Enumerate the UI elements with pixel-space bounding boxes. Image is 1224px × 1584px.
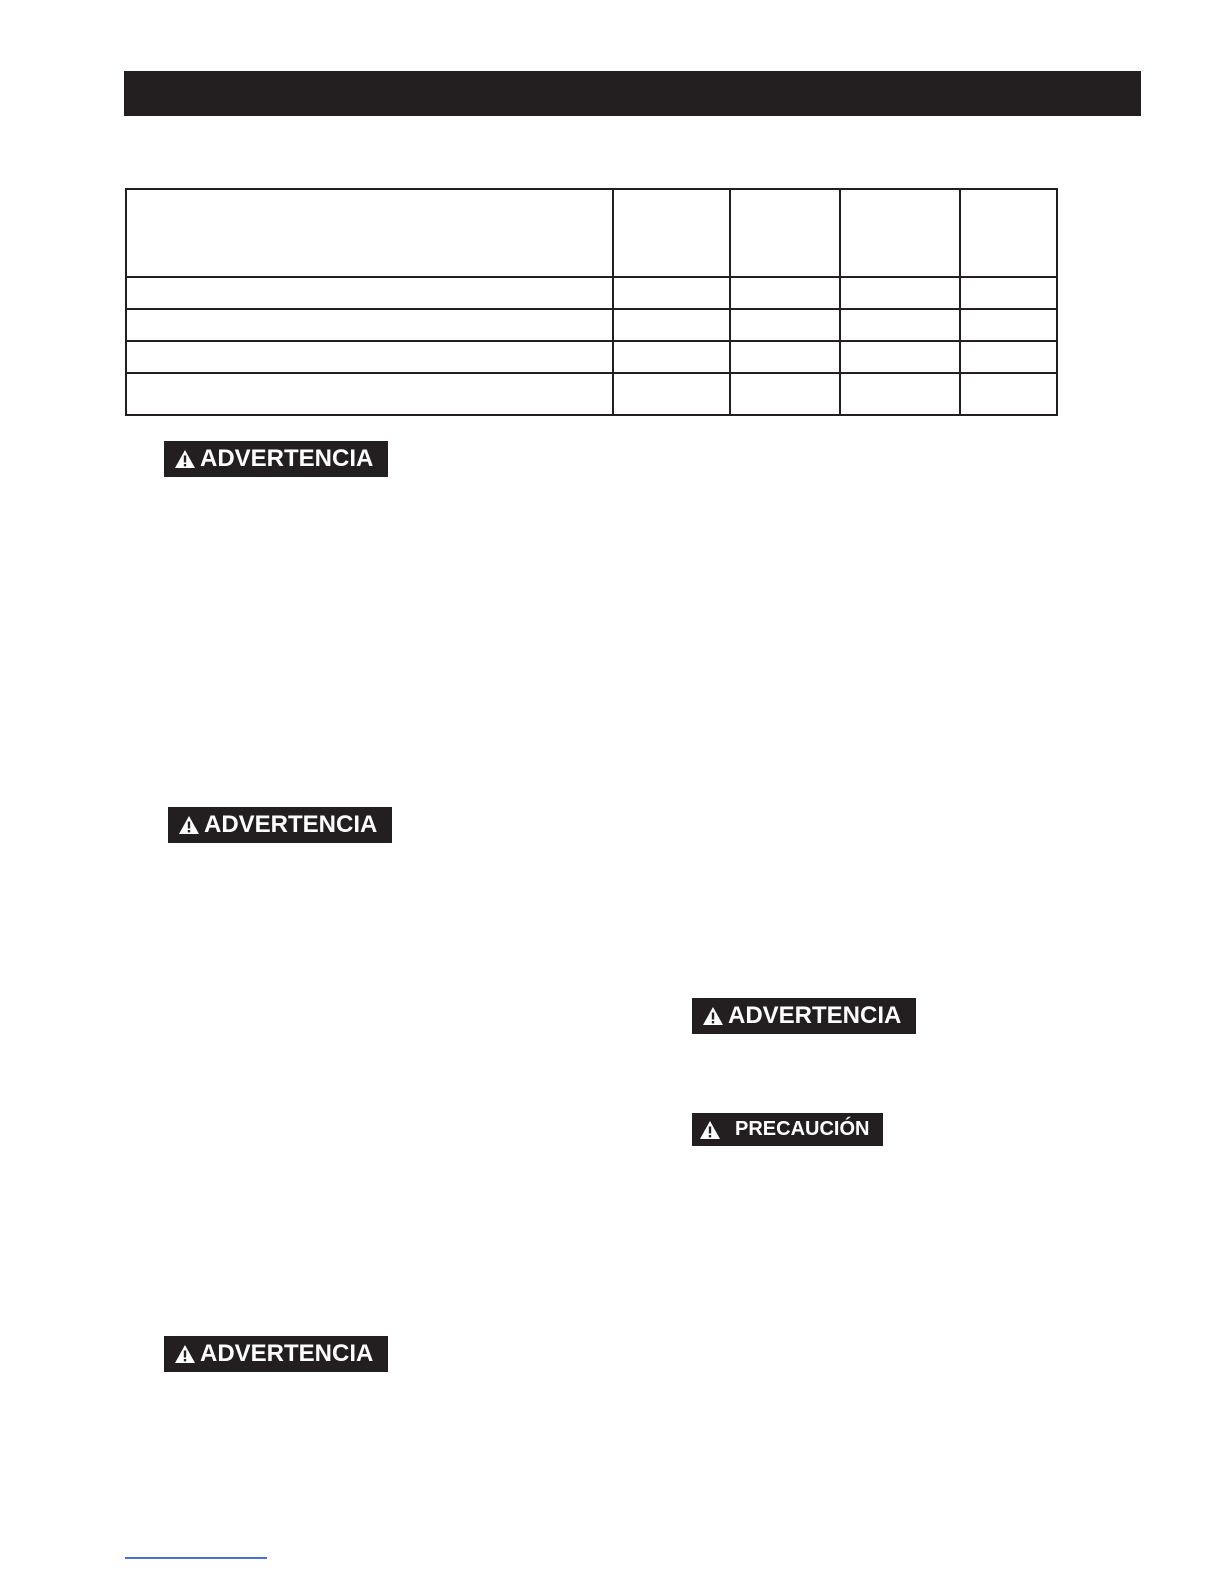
table-cell <box>730 373 840 415</box>
warning-badge-label: ADVERTENCIA <box>204 811 378 838</box>
table-cell <box>126 309 613 341</box>
table-row <box>126 373 1057 415</box>
table-cell <box>960 277 1057 309</box>
table-cell <box>126 341 613 373</box>
table-cell <box>840 373 960 415</box>
table-cell <box>960 373 1057 415</box>
table-cell <box>840 277 960 309</box>
table-cell <box>730 277 840 309</box>
table-cell <box>613 309 730 341</box>
table-cell <box>613 189 730 277</box>
table-cell <box>126 277 613 309</box>
table-cell <box>840 189 960 277</box>
table-cell <box>960 309 1057 341</box>
table-cell <box>730 189 840 277</box>
warning-triangle-icon <box>174 449 196 469</box>
warning-triangle-icon <box>174 1344 196 1364</box>
warning-badge-label: ADVERTENCIA <box>728 1002 902 1029</box>
table-row <box>126 277 1057 309</box>
warning-badge <box>168 807 392 843</box>
warning-badge <box>692 998 916 1034</box>
table-cell <box>126 373 613 415</box>
table-cell <box>613 373 730 415</box>
footer-rule <box>125 1557 267 1559</box>
table-cell <box>960 189 1057 277</box>
section-header-bar <box>124 71 1141 116</box>
warning-badge <box>164 441 388 477</box>
table-cell <box>840 341 960 373</box>
warning-badge-label: ADVERTENCIA <box>200 445 374 472</box>
warning-triangle-icon <box>699 1120 721 1140</box>
table-cell <box>840 309 960 341</box>
table-cell <box>730 341 840 373</box>
warning-badge <box>164 1336 388 1372</box>
table-cell <box>960 341 1057 373</box>
table-header-row <box>126 189 1057 277</box>
caution-badge <box>692 1113 883 1146</box>
warning-badge-label: ADVERTENCIA <box>200 1340 374 1367</box>
table-cell <box>613 277 730 309</box>
table-row <box>126 309 1057 341</box>
caution-badge-label: PRECAUCIÓN <box>735 1118 870 1140</box>
warning-triangle-icon <box>178 815 200 835</box>
table-row <box>126 341 1057 373</box>
spec-table <box>125 188 1058 416</box>
warning-triangle-icon <box>702 1006 724 1026</box>
table-cell <box>126 189 613 277</box>
table-cell <box>730 309 840 341</box>
table-cell <box>613 341 730 373</box>
